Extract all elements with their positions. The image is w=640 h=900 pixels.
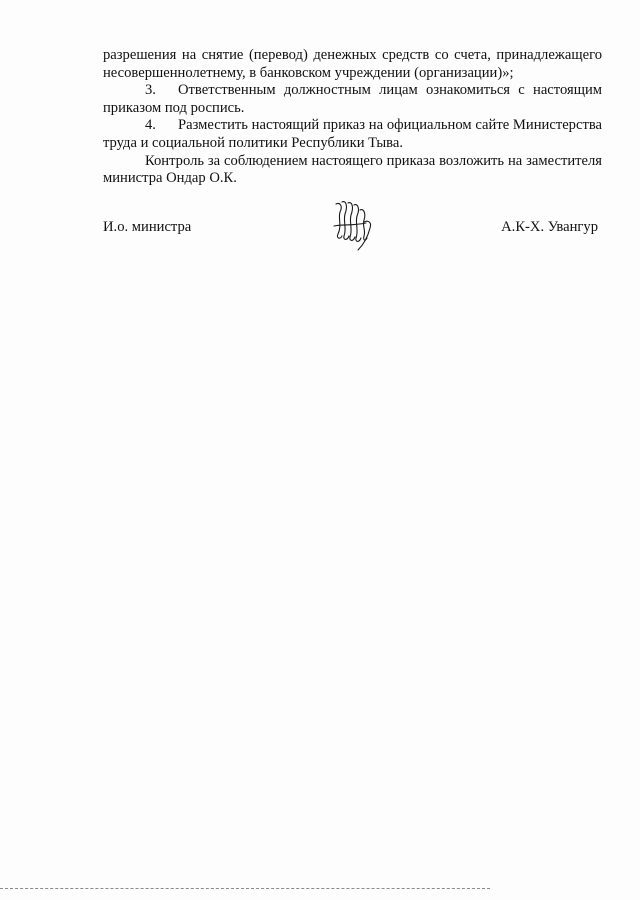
signatory-position: И.о. министра — [103, 219, 192, 235]
paragraph-text: разрешения на снятие (перевод) денежных средств со счета, принадлежащего несовершеннолетнему, в банковском учреждении (организации)»; — [103, 47, 602, 81]
paragraph-text: Ответственным должностным лицам ознакомиться с настоящим приказом под роспись. — [103, 82, 602, 116]
paragraph-number: 4. — [145, 117, 156, 134]
signatory-name: А.К-Х. Увангур — [501, 219, 598, 235]
signature-row — [103, 219, 598, 239]
paragraph-continuation — [103, 47, 602, 82]
paragraph-text: Контроль за соблюдением настоящего приказа возложить на заместителя министра Ондар О.К. — [103, 152, 602, 187]
paragraph-item-3 — [103, 82, 602, 117]
paragraph-control — [103, 153, 602, 188]
document-body — [103, 47, 602, 188]
paragraph-text: Разместить настоящий приказ на официальном сайте Министерства труда и социальной политики Республики Тыва. — [103, 117, 602, 151]
paragraph-item-4 — [103, 117, 602, 152]
scan-edge-line — [0, 888, 490, 889]
paragraph-number: 3. — [145, 82, 156, 99]
